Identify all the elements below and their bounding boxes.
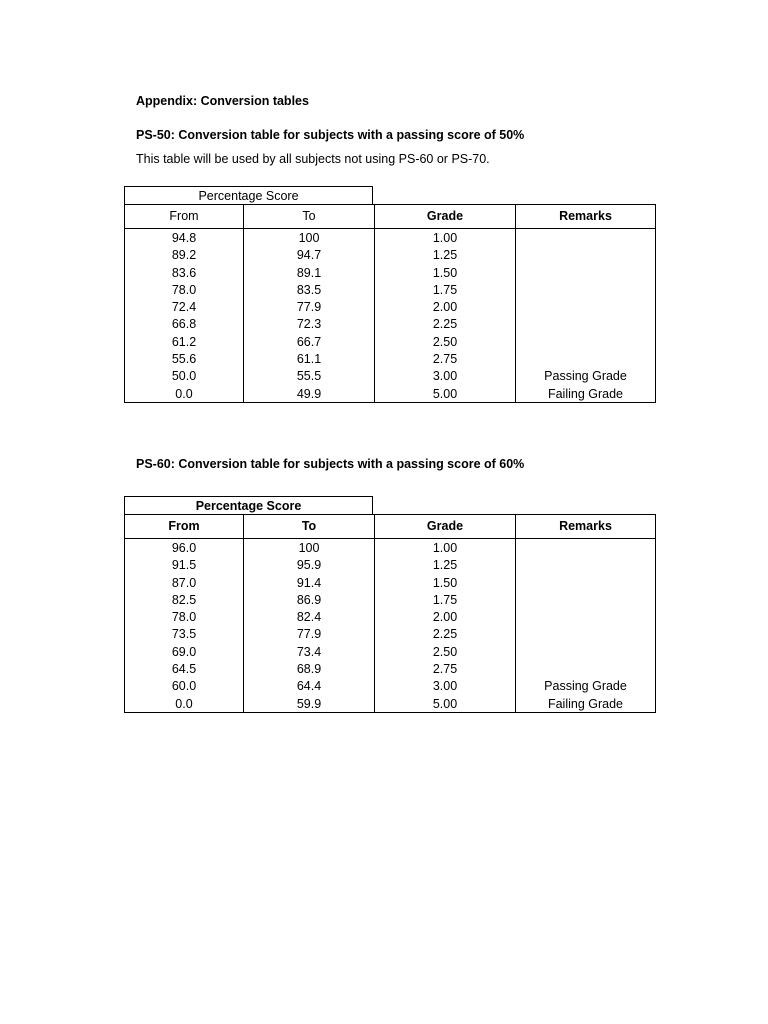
remarks-column <box>516 538 655 712</box>
remarks-cell <box>516 351 655 368</box>
grade-cell: 2.00 <box>432 300 458 315</box>
grade-header: Grade <box>375 515 516 538</box>
remarks-cell <box>516 316 655 333</box>
remarks-cell: Passing Grade <box>544 369 627 384</box>
grade-cell: 2.00 <box>432 610 458 625</box>
from-cell: 66.8 <box>171 317 197 332</box>
from-cell: 64.5 <box>171 662 197 677</box>
remarks-header: Remarks <box>559 209 612 223</box>
to-cell: 94.7 <box>296 248 322 263</box>
to-cell: 59.9 <box>296 696 322 711</box>
grade-cell: 1.75 <box>432 592 458 607</box>
to-cell: 91.4 <box>296 575 322 590</box>
remarks-cell <box>516 540 655 557</box>
from-cell: 55.6 <box>171 352 197 367</box>
remarks-cell <box>516 557 655 574</box>
grade-column <box>375 228 516 402</box>
from-column <box>125 538 244 712</box>
grade-cell: 2.50 <box>432 334 458 349</box>
from-cell: 78.0 <box>171 282 197 297</box>
from-cell: 60.0 <box>171 679 197 694</box>
from-cell: 0.0 <box>175 696 193 711</box>
column-headers <box>124 204 656 229</box>
grade-cell: 1.25 <box>432 248 458 263</box>
from-cell: 94.8 <box>171 231 197 245</box>
to-cell: 83.5 <box>296 282 322 297</box>
remarks-cell <box>516 265 655 282</box>
to-column <box>244 228 375 402</box>
to-cell: 86.9 <box>296 592 322 607</box>
grade-column <box>375 538 516 712</box>
grade-cell: 5.00 <box>432 386 458 401</box>
from-column <box>125 228 244 402</box>
remarks-header: Remarks <box>559 519 612 533</box>
to-header: To <box>244 515 375 538</box>
grade-cell: 2.50 <box>432 644 458 659</box>
from-cell: 61.2 <box>171 334 197 349</box>
to-cell: 66.7 <box>296 334 322 349</box>
to-cell: 89.1 <box>296 265 322 280</box>
remarks-cell <box>516 644 655 661</box>
remarks-cell <box>516 592 655 609</box>
to-cell: 95.9 <box>296 558 322 573</box>
ps50-note: This table will be used by all subjects not using PS-60 or PS-70. <box>136 152 490 166</box>
table-body <box>124 538 656 713</box>
grade-cell: 1.50 <box>432 265 458 280</box>
from-cell: 91.5 <box>171 558 197 573</box>
grade-cell: 1.75 <box>432 282 458 297</box>
from-cell: 96.0 <box>171 541 197 555</box>
to-column <box>244 538 375 712</box>
from-cell: 0.0 <box>175 386 193 401</box>
grade-header: Grade <box>375 205 516 228</box>
from-cell: 72.4 <box>171 300 197 315</box>
grade-cell: 1.00 <box>432 231 458 245</box>
grade-cell: 2.25 <box>432 627 458 642</box>
to-cell: 100 <box>298 231 320 245</box>
from-cell: 82.5 <box>171 592 197 607</box>
from-cell: 73.5 <box>171 627 197 642</box>
grade-cell: 1.50 <box>432 575 458 590</box>
from-cell: 87.0 <box>171 575 197 590</box>
to-header: To <box>244 205 375 228</box>
percentage-score-header: Percentage Score <box>124 186 373 205</box>
to-cell: 64.4 <box>296 679 322 694</box>
remarks-cell: Passing Grade <box>544 679 627 694</box>
from-header: From <box>125 205 244 228</box>
grade-cell: 5.00 <box>432 696 458 711</box>
grade-cell: 1.00 <box>432 541 458 555</box>
to-cell: 55.5 <box>296 369 322 384</box>
to-cell: 72.3 <box>296 317 322 332</box>
to-cell: 73.4 <box>296 644 322 659</box>
remarks-cell <box>516 282 655 299</box>
to-cell: 61.1 <box>296 352 322 367</box>
remarks-cell <box>516 626 655 643</box>
from-header: From <box>125 515 244 538</box>
grade-cell: 1.25 <box>432 558 458 573</box>
remarks-cell <box>516 609 655 626</box>
remarks-cell <box>516 575 655 592</box>
from-cell: 50.0 <box>171 369 197 384</box>
grade-cell: 3.00 <box>432 369 458 384</box>
to-cell: 49.9 <box>296 386 322 401</box>
appendix-title: Appendix: Conversion tables <box>136 94 309 108</box>
ps50-title: PS-50: Conversion table for subjects with a passing score of 50% <box>136 128 525 142</box>
to-cell: 77.9 <box>296 627 322 642</box>
table-body <box>124 228 656 403</box>
grade-cell: 2.75 <box>432 352 458 367</box>
to-cell: 100 <box>298 541 320 555</box>
from-cell: 83.6 <box>171 265 197 280</box>
remarks-cell <box>516 334 655 351</box>
grade-cell: 3.00 <box>432 679 458 694</box>
ps60-title: PS-60: Conversion table for subjects with a passing score of 60% <box>136 457 525 471</box>
remarks-cell: Failing Grade <box>547 696 624 711</box>
grade-cell: 2.25 <box>432 317 458 332</box>
remarks-cell <box>516 247 655 264</box>
remarks-cell <box>516 661 655 678</box>
remarks-column <box>516 228 655 402</box>
to-cell: 68.9 <box>296 662 322 677</box>
from-cell: 69.0 <box>171 644 197 659</box>
remarks-cell: Failing Grade <box>547 386 624 401</box>
from-cell: 78.0 <box>171 610 197 625</box>
percentage-score-header: Percentage Score <box>124 496 373 515</box>
remarks-cell <box>516 299 655 316</box>
remarks-cell <box>516 230 655 247</box>
to-cell: 77.9 <box>296 300 322 315</box>
column-headers <box>124 514 656 539</box>
grade-cell: 2.75 <box>432 662 458 677</box>
from-cell: 89.2 <box>171 248 197 263</box>
to-cell: 82.4 <box>296 610 322 625</box>
